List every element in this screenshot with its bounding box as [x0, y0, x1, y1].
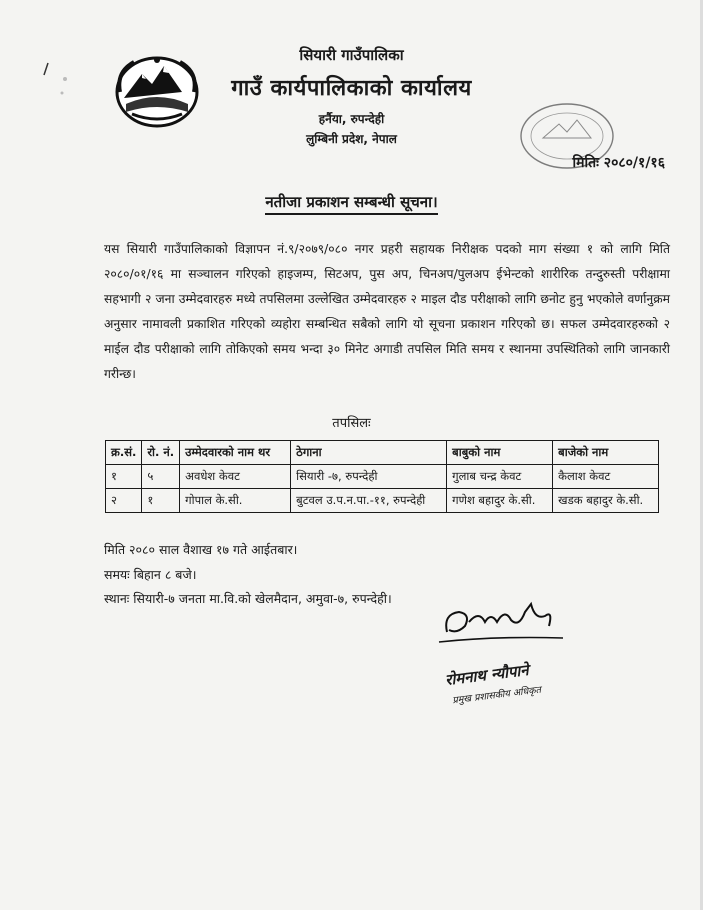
- table-row: [106, 465, 659, 489]
- results-table: [105, 440, 659, 513]
- cell: ५: [142, 465, 180, 489]
- exam-place: स्थानः सियारी-७ जनता मा.वि.को खेलमैदान, अमुवा-७, रुपन्देही।: [104, 591, 392, 606]
- table-row: [106, 489, 659, 513]
- subject-text: नतीजा प्रकाशन सम्बन्धी सूचना।: [265, 193, 437, 215]
- col-grandfather: बाजेको नाम: [553, 441, 659, 465]
- table-header-row: [106, 441, 659, 465]
- signatory-name: रोमनाथ न्यौपाने: [444, 660, 530, 690]
- exam-date: मिति २०८० साल वैशाख १७ गते आईतबार।: [104, 542, 298, 557]
- col-roll: रो. नं.: [142, 441, 180, 465]
- signatory-title: प्रमुख प्रशासकीय अधिकृत: [451, 684, 542, 707]
- cell: सियारी -७, रुपन्देही: [291, 465, 447, 489]
- cell: गुलाब चन्द्र केवट: [447, 465, 553, 489]
- cell: खडक बहादुर के.सी.: [553, 489, 659, 513]
- notice-date: मितिः २०८०/१/१६: [572, 155, 665, 171]
- cell: अवधेश केवट: [180, 465, 291, 489]
- office-province: लुम्बिनी प्रदेश, नेपाल: [306, 132, 397, 146]
- schedule-label: तपसिलः: [332, 416, 371, 431]
- col-serial: क्र.सं.: [106, 441, 142, 465]
- exam-time: समयः बिहान ८ बजे।: [104, 567, 197, 582]
- office-title: गाउँ कार्यपालिकाको कार्यालय: [231, 76, 472, 101]
- office-location: हर्नैया, रुपन्देही: [318, 112, 385, 126]
- notice-body: यस सियारी गाउँपालिकाको विज्ञापन नं.९/२०७९/०८० नगर प्रहरी सहायक निरीक्षक पदको माग संख्या १ को लागि मिति २०८०/०१/१६ मा सञ्चालन गरिएको हाइजम्प, सिटअप, पुस अप, चिनअप/पुलअप ईभेन्टको शारीरिक तन्दुरुस्ती परीक्षामा सहभागी २ जना उम्मेदवारहरु मध्ये तपसिलमा उल्लेखित उम्मेदवारहरु २ माइल दौड परीक्षाको लागि छनोट हुनु भएकोले वर्णानुक्रम अनुसार नामावली प्रकाशित गरिएको व्यहोरा सम्बन्धित सबैको लागि यो सूचना प्रकाशन गरिएको छ। सफल उम्मेदवारहरुको २ माईल दौड परीक्षाको लागि तोकिएको समय भन्दा ३० मिनेट अगाडी तपसिल मिति समय र स्थानमा उपस्थितिको लागि जानकारी गरीन्छ।: [104, 242, 670, 381]
- cell: १: [106, 465, 142, 489]
- cell: १: [142, 489, 180, 513]
- cell: गोपाल के.सी.: [180, 489, 291, 513]
- notice-subject: [0, 192, 703, 212]
- cell: गणेश बहादुर के.सी.: [447, 489, 553, 513]
- col-father: बाबुको नाम: [447, 441, 553, 465]
- cell: बुटवल उ.प.न.पा.-११, रुपन्देही: [291, 489, 447, 513]
- cell: २: [106, 489, 142, 513]
- col-address: ठेगाना: [291, 441, 447, 465]
- col-candidate: उम्मेदवारको नाम थर: [180, 441, 291, 465]
- municipality-name: सियारी गाउँपालिका: [299, 46, 404, 64]
- signature: [435, 592, 570, 647]
- cell: कैलाश केवट: [553, 465, 659, 489]
